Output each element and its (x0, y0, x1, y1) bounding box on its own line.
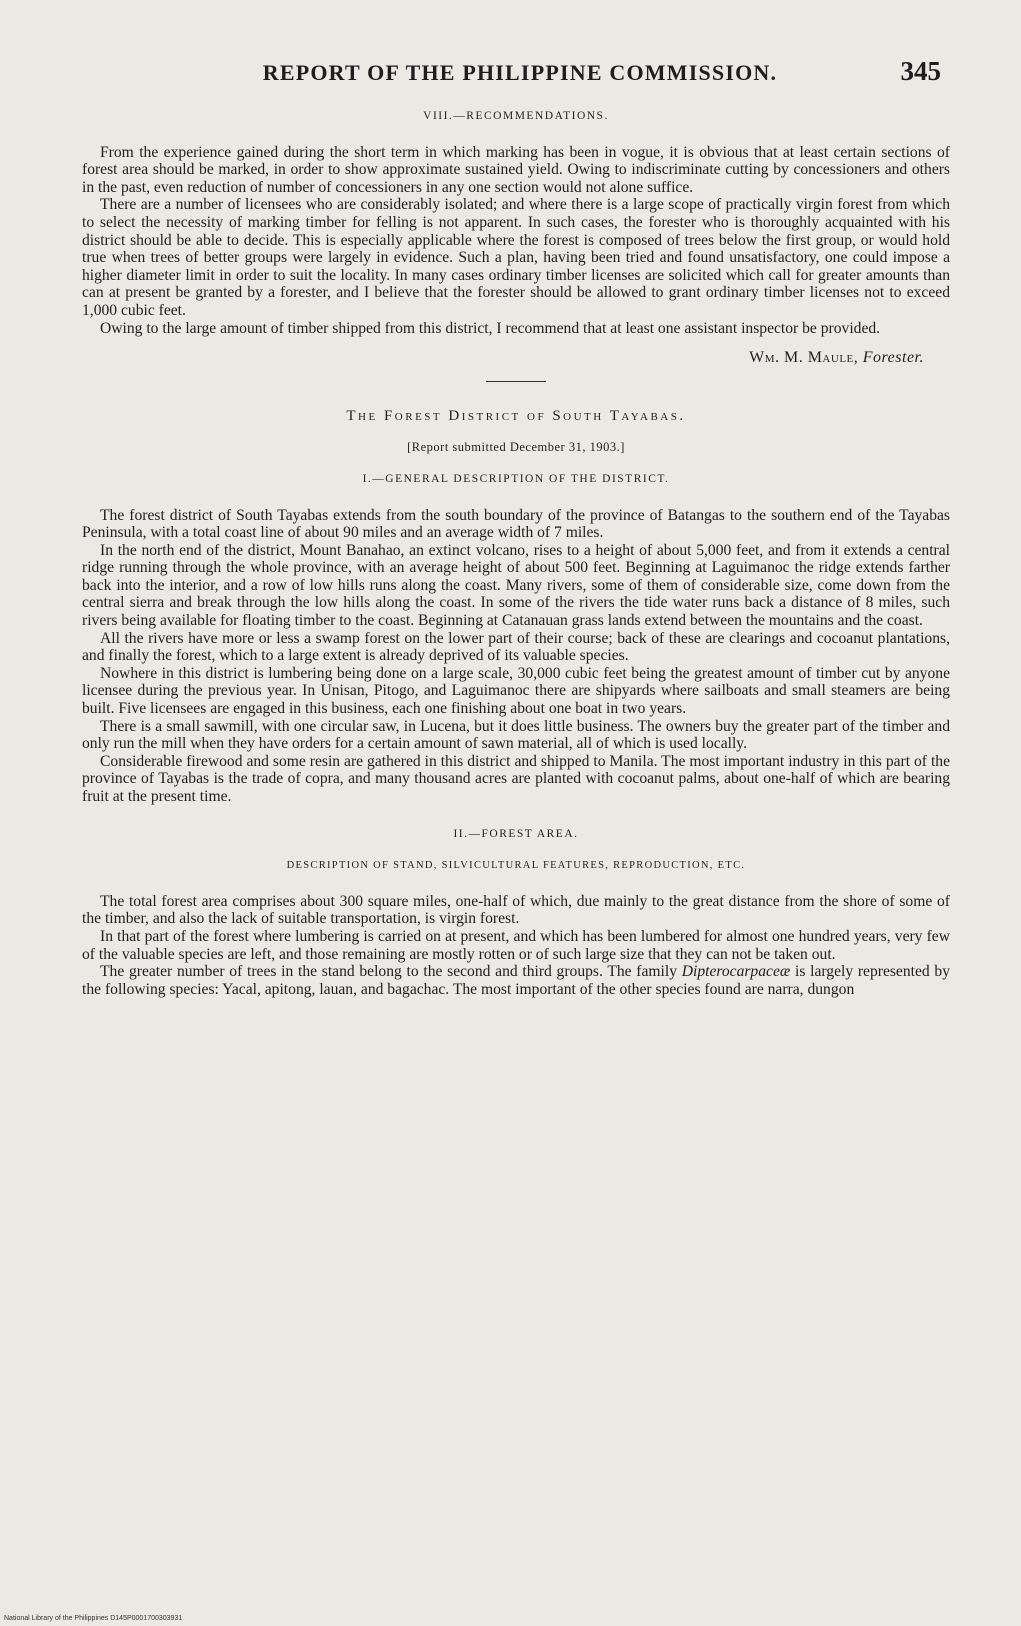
recommendations-paragraph: Owing to the large amount of timber shipped from this district, I recommend that at least one assistant inspector be provided. (100, 319, 881, 337)
general-paragraph: The forest district of South Tayabas extends from the south boundary of the province of Batangas to the southern end of the Tayabas Peninsula, with a total coast line of about 90 miles and an average width of 7 miles. (82, 506, 950, 542)
library-footer: National Library of the Philippines D145P0001700303931 (4, 1615, 183, 1622)
signature-title: Forester. (862, 349, 924, 367)
signature (82, 349, 924, 367)
forest-area-subheading: DESCRIPTION OF STAND, SILVICULTURAL FEATURES, REPRODUCTION, ETC. (286, 860, 746, 872)
forest-paragraph-species (82, 963, 950, 998)
forest-paragraph: The total forest area comprises about 300 square miles, one-half of which, due mainly to the great distance from the shore of some of the timber, and also the lack of suitable transportation, is virgin forest. (82, 892, 950, 928)
forest-paragraph: In that part of the forest where lumbering is carried on at present, and which has been lumbered for almost one hundred years, very few of the valuable species are left, and those remaining are mostly rotten or of such large size that they can not be taken out. (82, 927, 950, 963)
signature-name: Wm. M. Maule, (749, 349, 859, 367)
general-paragraph: Considerable firewood and some resin are gathered in this district and shipped to Manila. The most important industry in this part of the province of Tayabas is the trade of copra, and many thousand acres are planted with cocoanut palms, about one-half of which are bearing fruit at the present time. (82, 752, 950, 805)
running-head (80, 56, 961, 90)
general-paragraph: Nowhere in this district is lumbering being done on a large scale, 30,000 cubic feet being the greatest amount of timber cut by anyone licensee during the previous year. In Unisan, Pitogo, and Laguimanoc there are shipyards where sailboats and small steamers are being built. Five licensees are engaged in this business, each one finishing about one boat in two years. (82, 664, 950, 718)
general-paragraph: All the rivers have more or less a swamp forest on the lower part of their course; back of these are clearings and cocoanut plantations, and finally the forest, which to a large extent is already deprived of its valuable species. (82, 629, 950, 665)
recommendations-paragraph: From the experience gained during the short term in which marking has been in vogue, it is obvious that at least certain sections of forest area should be marked, in order to show approximate sustained yield. Owing to indiscriminate cutting by concessioners and others in the past, even reduction of number of concessioners in any one section would not alone suffice. (82, 143, 950, 196)
forest-area-heading: II.—FOREST AREA. (453, 827, 579, 840)
species-text-before: The greater number of trees in the stand belong to the second and third groups. The family (100, 963, 682, 981)
recommendations-paragraph: There are a number of licensees who are considerably isolated; and where there is a large scope of practically virgin forest from which to select the necessity of marking timber for felling is not apparent. In such cases, the forester who is thoroughly acquainted with his district should be able to decide. This is especially applicable where the forest is composed of trees below the first group, or would hold true when trees of better groups were largely in evidence. Such a plan, having been tried and found unsatisfactory, one could impose a higher diameter limit in order to suit the locality. In many cases ordinary timber licenses are solicited which call for greater amounts than can at present be granted by a forester, and I believe that the forester should be allowed to grant ordinary timber licenses not to exceed 1,000 cubic feet. (82, 196, 950, 319)
species-text-after: is largely represented by the following species: Yacal, apitong, lauan, and bagachac. The most important of the other species found are narra, dungon (82, 963, 951, 998)
page-body (82, 108, 950, 998)
general-description-heading: I.—GENERAL DESCRIPTION OF THE DISTRICT. (362, 472, 670, 485)
running-title: REPORT OF THE PHILIPPINE COMMISSION. (262, 60, 778, 85)
recommendations-heading: VIII.—RECOMMENDATIONS. (423, 110, 609, 122)
family-name: Dipterocarpaceæ (681, 963, 791, 981)
general-paragraph: There is a small sawmill, with one circular saw, in Lucena, but it does little business. The owners buy the greater part of the timber and only run the mill when they have orders for a certain amount of sawn material, all of which is used locally. (82, 717, 950, 753)
general-paragraph: In the north end of the district, Mount Banahao, an extinct volcano, rises to a height of about 5,000 feet, and from it extends a central ridge running through the whole province, with an average height of about 500 feet. Beginning at Laguimanoc the ridge extends farther back into the interior, and a row of low hills runs along the coast. Many rivers, some of them of considerable size, come down from the central sierra and break through the low hills along the coast. In some of the rivers the tide water runs back a distance of 8 miles, such rivers being available for floating timber to the coast. Beginning at Catanauan grass lands extend between the mountains and the coast. (82, 541, 950, 630)
section-divider (486, 381, 546, 382)
page-number: 345 (900, 56, 941, 86)
report-date-line: [Report submitted December 31, 1903.] (407, 440, 625, 455)
district-title: The Forest District of South Tayabas. (346, 407, 686, 424)
